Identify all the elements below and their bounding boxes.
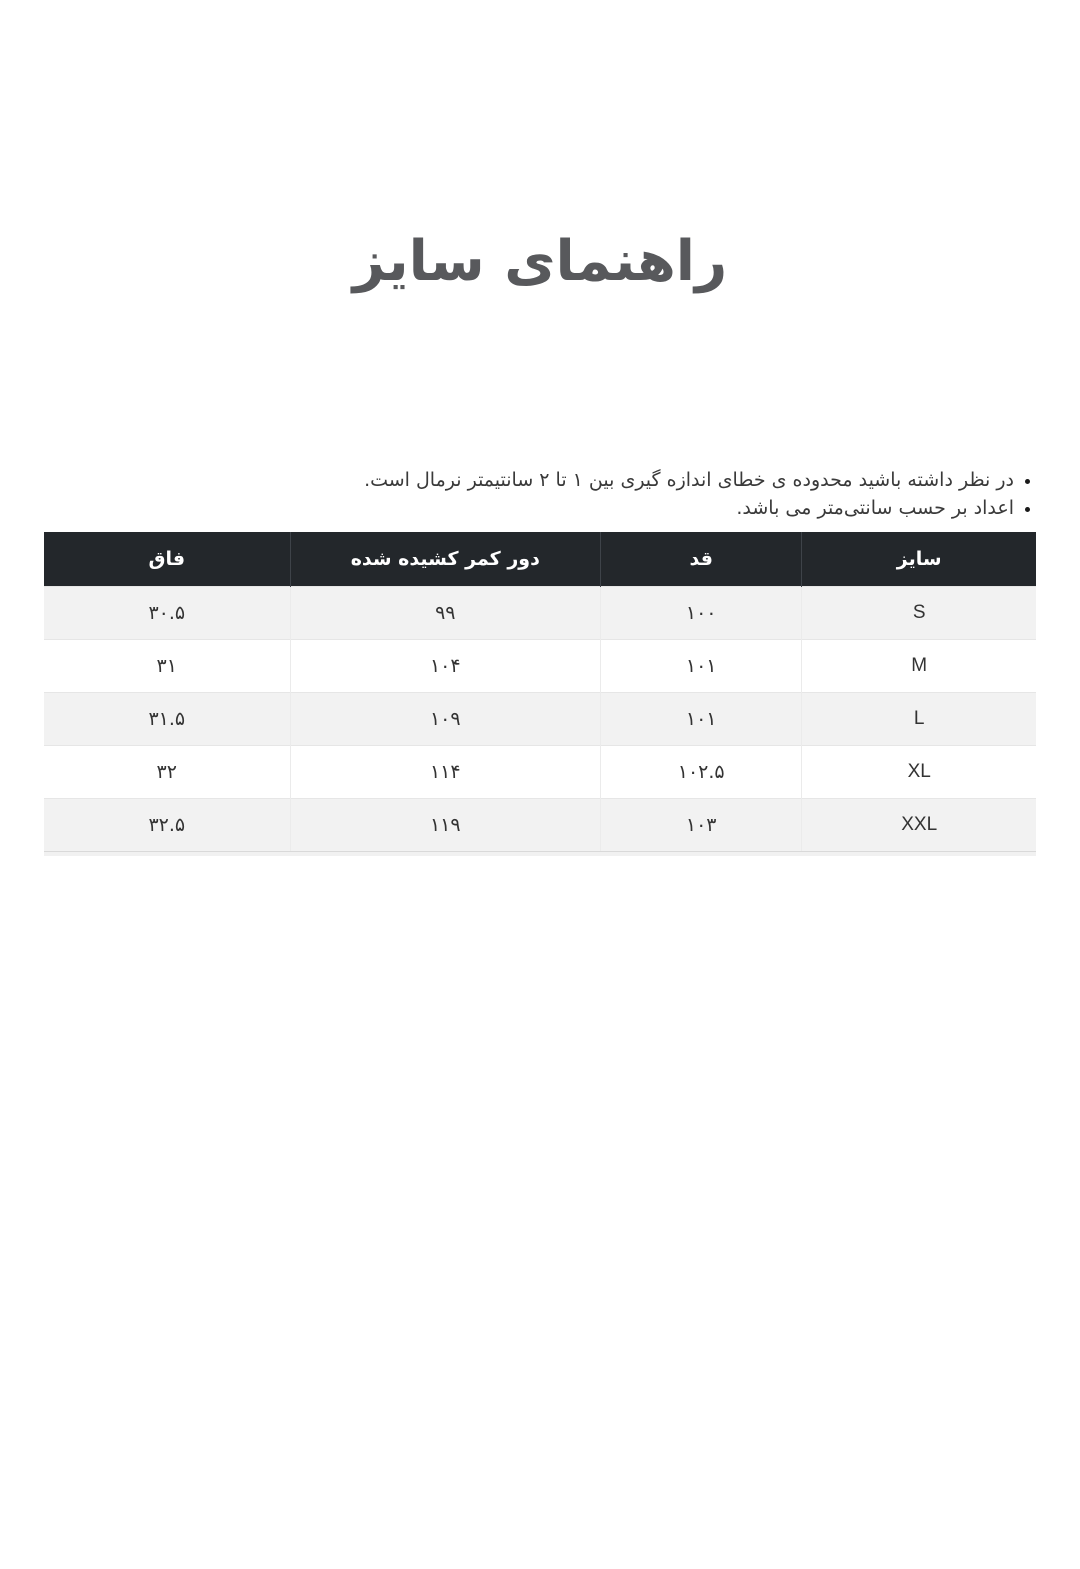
table-row-xl xyxy=(44,745,1036,798)
height-value: ۱۰۱ xyxy=(601,639,802,692)
column-header-height: قد xyxy=(601,532,802,586)
waist-value: ۱۰۴ xyxy=(290,639,600,692)
size-label: XL xyxy=(802,745,1036,798)
table-cutoff-row xyxy=(44,851,1036,856)
height-value: ۱۰۰ xyxy=(601,586,802,639)
rise-value: ۳۰.۵ xyxy=(44,586,290,639)
size-label: L xyxy=(802,692,1036,745)
table-row-l xyxy=(44,692,1036,745)
size-label: M xyxy=(802,639,1036,692)
table-row-xxl xyxy=(44,798,1036,851)
page-title: راهنمای سایز xyxy=(352,229,728,294)
table-row-m xyxy=(44,639,1036,692)
column-header-size: سایز xyxy=(802,532,1036,586)
table-row-s xyxy=(44,586,1036,639)
waist-value: ۱۱۴ xyxy=(290,745,600,798)
height-value: ۱۰۳ xyxy=(601,798,802,851)
waist-value: ۱۰۹ xyxy=(290,692,600,745)
waist-value: ۱۱۹ xyxy=(290,798,600,851)
note-measurement-tolerance: • در نظر داشته باشید محدوده ی خطای اندازه گیری بین ۱ تا ۲ سانتیمتر نرمال است. xyxy=(44,466,1014,494)
note-unit-centimeter: • اعداد بر حسب سانتی‌متر می باشد. xyxy=(44,494,1014,522)
rise-value: ۳۱.۵ xyxy=(44,692,290,745)
table-header-row xyxy=(44,532,1036,586)
size-guide-content xyxy=(44,466,1036,856)
column-header-waist: دور کمر کشیده شده xyxy=(290,532,600,586)
rise-value: ۳۱ xyxy=(44,639,290,692)
rise-value: ۳۲ xyxy=(44,745,290,798)
size-label: S xyxy=(802,586,1036,639)
size-guide-table xyxy=(44,532,1036,851)
height-value: ۱۰۱ xyxy=(601,692,802,745)
size-label: XXL xyxy=(802,798,1036,851)
notes-list xyxy=(44,466,1036,522)
height-value: ۱۰۲.۵ xyxy=(601,745,802,798)
waist-value: ۹۹ xyxy=(290,586,600,639)
column-header-rise: فاق xyxy=(44,532,290,586)
rise-value: ۳۲.۵ xyxy=(44,798,290,851)
